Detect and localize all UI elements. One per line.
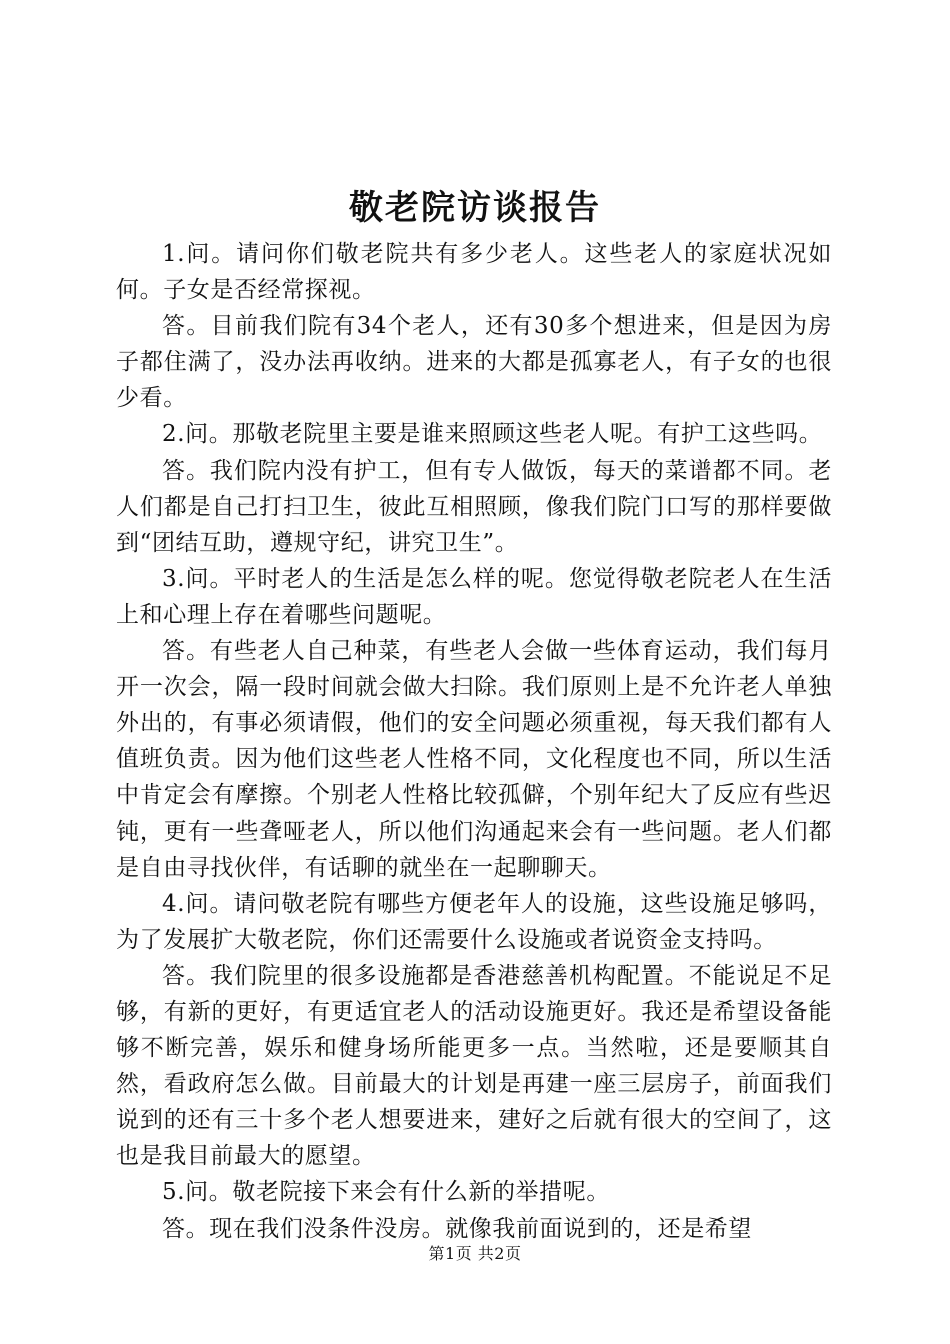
- paragraph-answer-2: 答。我们院内没有护工，但有专人做饭，每天的菜谱都不同。老人们都是自己打扫卫生，彼此互相照顾，像我们院门口写的那样要做到“团结互助，遵规守纪，讲究卫生”。: [116, 457, 832, 556]
- paragraph-answer-3: 答。有些老人自己种菜，有些老人会做一些体育运动，我们每月开一次会，隔一段时间就会做大扫除。我们原则上是不允许老人单独外出的，有事必须请假，他们的安全问题必须重视，每天我们都有人值班负责。因为他们这些老人性格不同，文化程度也不同，所以生活中肯定会有摩擦。个别老人性格比较孤僻，个别年纪大了反应有些迟钝，更有一些聋哑老人，所以他们沟通起来会有一些问题。老人们都是自由寻找伙伴，有话聊的就坐在一起聊聊天。: [116, 638, 832, 881]
- paragraph-answer-1: 答。目前我们院有34个老人，还有30多个想进来，但是因为房子都住满了，没办法再收纳。进来的大都是孤寡老人，有子女的也很少看。: [116, 313, 832, 412]
- document-body: [116, 236, 832, 1247]
- paragraph-question-4: 4.问。请问敬老院有哪些方便老年人的设施，这些设施足够吗，为了发展扩大敬老院，你们还需要什么设施或者说资金支持吗。: [116, 890, 832, 953]
- paragraph-answer-5: 答。现在我们没条件没房。就像我前面说到的，还是希望: [162, 1215, 752, 1242]
- document-title: 敬老院访谈报告: [349, 188, 601, 228]
- paragraph-question-5: 5.问。敬老院接下来会有什么新的举措呢。: [162, 1179, 610, 1206]
- paragraph-question-2: 2.问。那敬老院里主要是谁来照顾这些老人呢。有护工这些吗。: [162, 421, 823, 448]
- paragraph-question-3: 3.问。平时老人的生活是怎么样的呢。您觉得敬老院老人在生活上和心理上存在着哪些问题呢。: [116, 565, 832, 628]
- paragraph-answer-4: 答。我们院里的很多设施都是香港慈善机构配置。不能说足不足够，有新的更好，有更适宜老人的活动设施更好。我还是希望设备能够不断完善，娱乐和健身场所能更多一点。当然啦，还是要顺其自然，看政府怎么做。目前最大的计划是再建一座三层房子，前面我们说到的还有三十多个老人想要进来，建好之后就有很大的空间了，这也是我目前最大的愿望。: [116, 962, 832, 1170]
- page-footer: 第1页 共2页: [428, 1244, 522, 1263]
- paragraph-question-1: 1.问。请问你们敬老院共有多少老人。这些老人的家庭状况如何。子女是否经常探视。: [116, 241, 832, 304]
